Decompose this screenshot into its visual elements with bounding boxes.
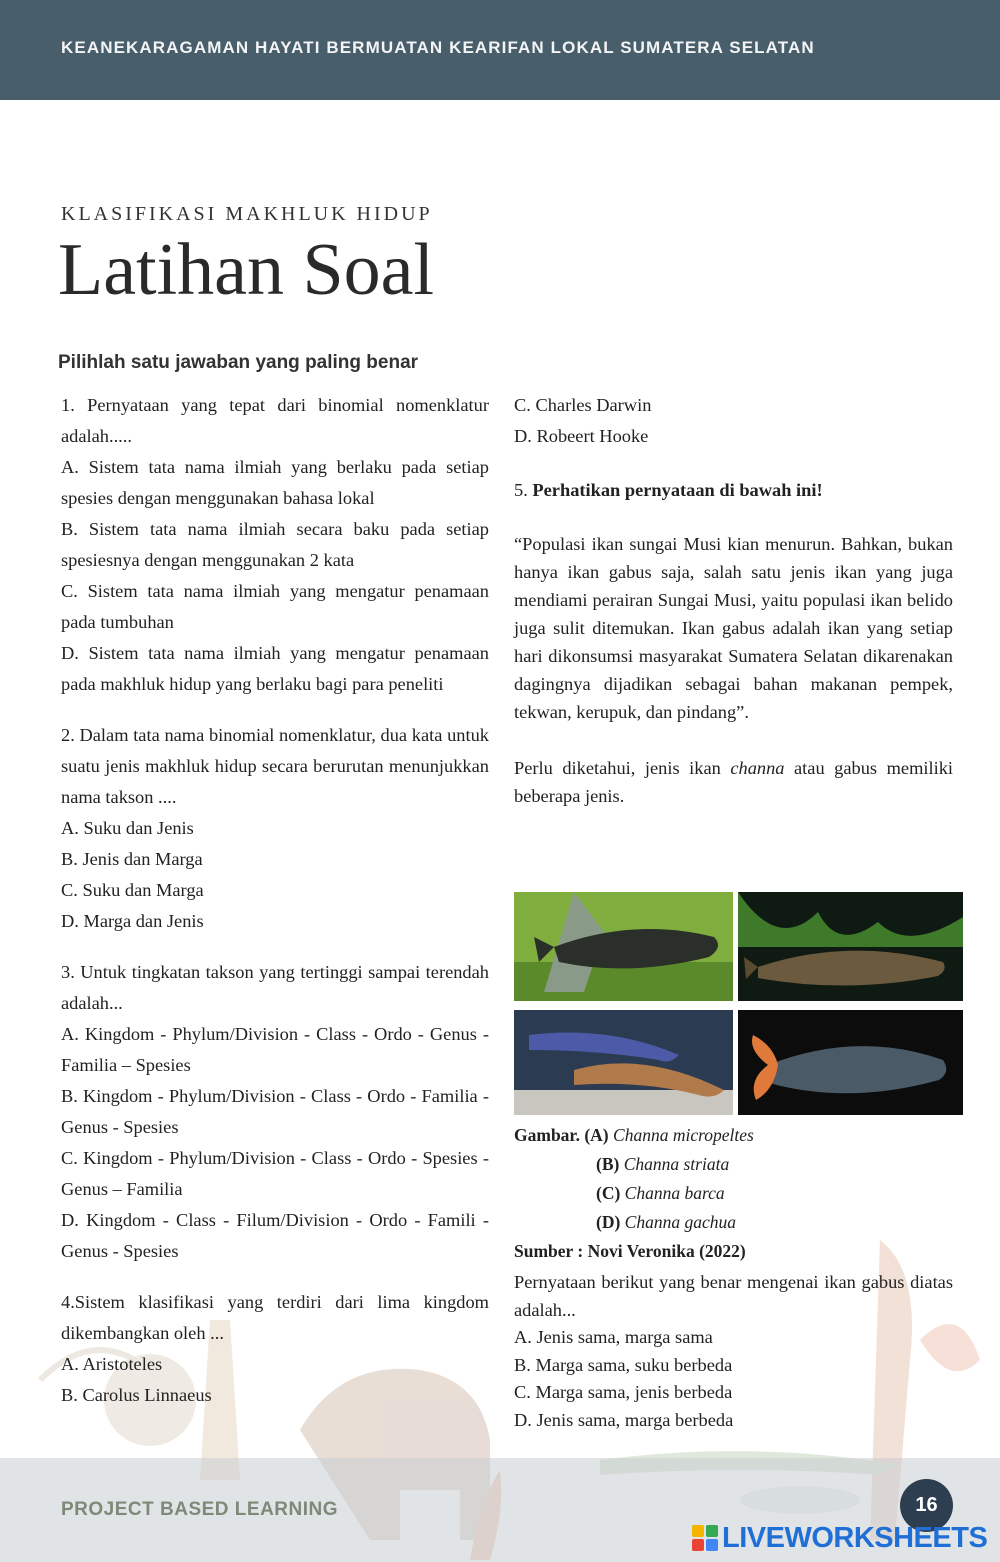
right-column — [514, 390, 953, 810]
q3-option-b[interactable]: B. Kingdom - Phylum/Division - Class - Ordo - Familia - Genus - Spesies — [61, 1086, 489, 1137]
q3-option-c[interactable]: C. Kingdom - Phylum/Division - Class - Ordo - Spesies - Genus – Familia — [61, 1148, 489, 1199]
liveworksheets-logo-icon — [692, 1525, 718, 1551]
q4-option-d[interactable]: D. Robeert Hooke — [514, 426, 649, 446]
q1-option-b[interactable]: B. Sistem tata nama ilmiah secara baku pada setiap spesiesnya dengan menggunakan 2 kata — [61, 519, 489, 570]
photo-channa-barca — [514, 1010, 733, 1115]
q5-option-b[interactable]: B. Marga sama, suku berbeda — [514, 1354, 733, 1375]
caption-label: Gambar. — [514, 1125, 580, 1145]
q1-option-d[interactable]: D. Sistem tata nama ilmiah yang mengatur penamaan pada makhluk hidup yang berlaku bagi para peneliti — [61, 643, 489, 694]
q4-option-a[interactable]: A. Aristoteles — [61, 1354, 163, 1374]
liveworksheets-brand[interactable] — [692, 1519, 987, 1557]
q5-question: Pernyataan berikut yang benar mengenai ikan gabus diatas adalah... — [514, 1272, 953, 1320]
figure-caption — [514, 1121, 754, 1266]
q2-stem: 2. Dalam tata nama binomial nomenklatur, dua kata untuk suatu jenis makhluk hidup secara berurutan menunjukkan nama takson .... — [61, 725, 489, 807]
caption-tag: (B) — [596, 1154, 620, 1174]
caption-tag: (C) — [596, 1183, 621, 1203]
caption-species: Channa striata — [623, 1154, 730, 1174]
instruction: Pilihlah satu jawaban yang paling benar — [58, 352, 419, 373]
photo-channa-striata — [738, 892, 963, 1001]
q5-question-block — [514, 1269, 953, 1434]
q2-option-c[interactable]: C. Suku dan Marga — [61, 880, 204, 900]
photo-channa-gachua — [738, 1010, 963, 1115]
q2-option-b[interactable]: B. Jenis dan Marga — [61, 849, 203, 869]
left-column — [61, 390, 489, 1411]
q2-option-d[interactable]: D. Marga dan Jenis — [61, 911, 204, 931]
q4-stem: 4.Sistem klasifikasi yang terdiri dari lima kingdom dikembangkan oleh ... — [61, 1292, 489, 1343]
caption-row-b — [514, 1150, 754, 1179]
q5-number: 5. — [514, 480, 528, 500]
q3-option-d[interactable]: D. Kingdom - Class - Filum/Division - Ordo - Famili - Genus - Spesies — [61, 1210, 489, 1261]
q3-option-a[interactable]: A. Kingdom - Phylum/Division - Class - Ordo - Genus - Familia – Spesies — [61, 1024, 489, 1075]
q2-option-a[interactable]: A. Suku dan Jenis — [61, 818, 194, 838]
q5-quote: “Populasi ikan sungai Musi kian menurun. Bahkan, bukan hanya ikan gabus saja, salah satu jenis ikan yang juga mendiami perairan Sungai Musi, yaitu populasi ikan belido juga sulit ditemukan. Ikan gabus adalah ikan yang setiap hari dikonsumsi masyarakat Sumatera Selatan dikarenakan dagingnya dijadikan sebagai bahan makanan pempek, tekwan, kerupuk, dan pindang”. — [514, 534, 953, 722]
q5-note-post: atau gabus memiliki beberapa jenis. — [514, 758, 954, 806]
q5-option-d[interactable]: D. Jenis sama, marga berbeda — [514, 1409, 734, 1430]
caption-species: Channa gachua — [624, 1212, 736, 1232]
caption-row-d — [514, 1208, 754, 1237]
header-title: KEANEKARAGAMAN HAYATI BERMUATAN KEARIFAN LOKAL SUMATERA SELATAN — [61, 38, 815, 57]
caption-species: Channa micropeltes — [613, 1125, 754, 1145]
footer-label: PROJECT BASED LEARNING — [61, 1499, 339, 1520]
q1-option-a[interactable]: A. Sistem tata nama ilmiah yang berlaku pada setiap spesies dengan menggunakan bahasa lokal — [61, 457, 489, 508]
q1-option-c[interactable]: C. Sistem tata nama ilmiah yang mengatur penamaan pada tumbuhan — [61, 581, 489, 632]
q5-note-pre: Perlu diketahui, jenis ikan — [514, 758, 731, 778]
q5-option-a[interactable]: A. Jenis sama, marga sama — [514, 1327, 713, 1347]
caption-tag: (A) — [584, 1125, 609, 1145]
caption-tag: (D) — [596, 1212, 621, 1232]
liveworksheets-wordmark: LIVEWORKSHEETS — [722, 1521, 988, 1554]
caption-source: Sumber : Novi Veronika (2022) — [514, 1241, 746, 1261]
q5-option-c[interactable]: C. Marga sama, jenis berbeda — [514, 1382, 733, 1402]
header-bar — [0, 0, 1000, 100]
q1-stem: 1. Pernyataan yang tepat dari binomial nomenklatur adalah..... — [61, 395, 489, 446]
q5-note — [514, 754, 953, 810]
q5-note-em: channa — [730, 758, 785, 778]
q5-heading — [514, 476, 953, 504]
fish-photo-grid — [514, 892, 963, 1115]
caption-row-c — [514, 1179, 754, 1208]
caption-row-a — [514, 1121, 754, 1150]
caption-species: Channa barca — [624, 1183, 725, 1203]
q4-option-c[interactable]: C. Charles Darwin — [514, 395, 652, 415]
q5-stem: Perhatikan pernyataan di bawah ini! — [532, 480, 823, 500]
page-title: Latihan Soal — [58, 229, 435, 311]
section-kicker: KLASIFIKASI MAKHLUK HIDUP — [61, 203, 433, 225]
q3-stem: 3. Untuk tingkatan takson yang tertinggi sampai terendah adalah... — [61, 962, 489, 1013]
photo-channa-micropeltes — [514, 892, 733, 1001]
page-number-badge: 16 — [900, 1479, 953, 1532]
q4-option-b[interactable]: B. Carolus Linnaeus — [61, 1385, 212, 1405]
